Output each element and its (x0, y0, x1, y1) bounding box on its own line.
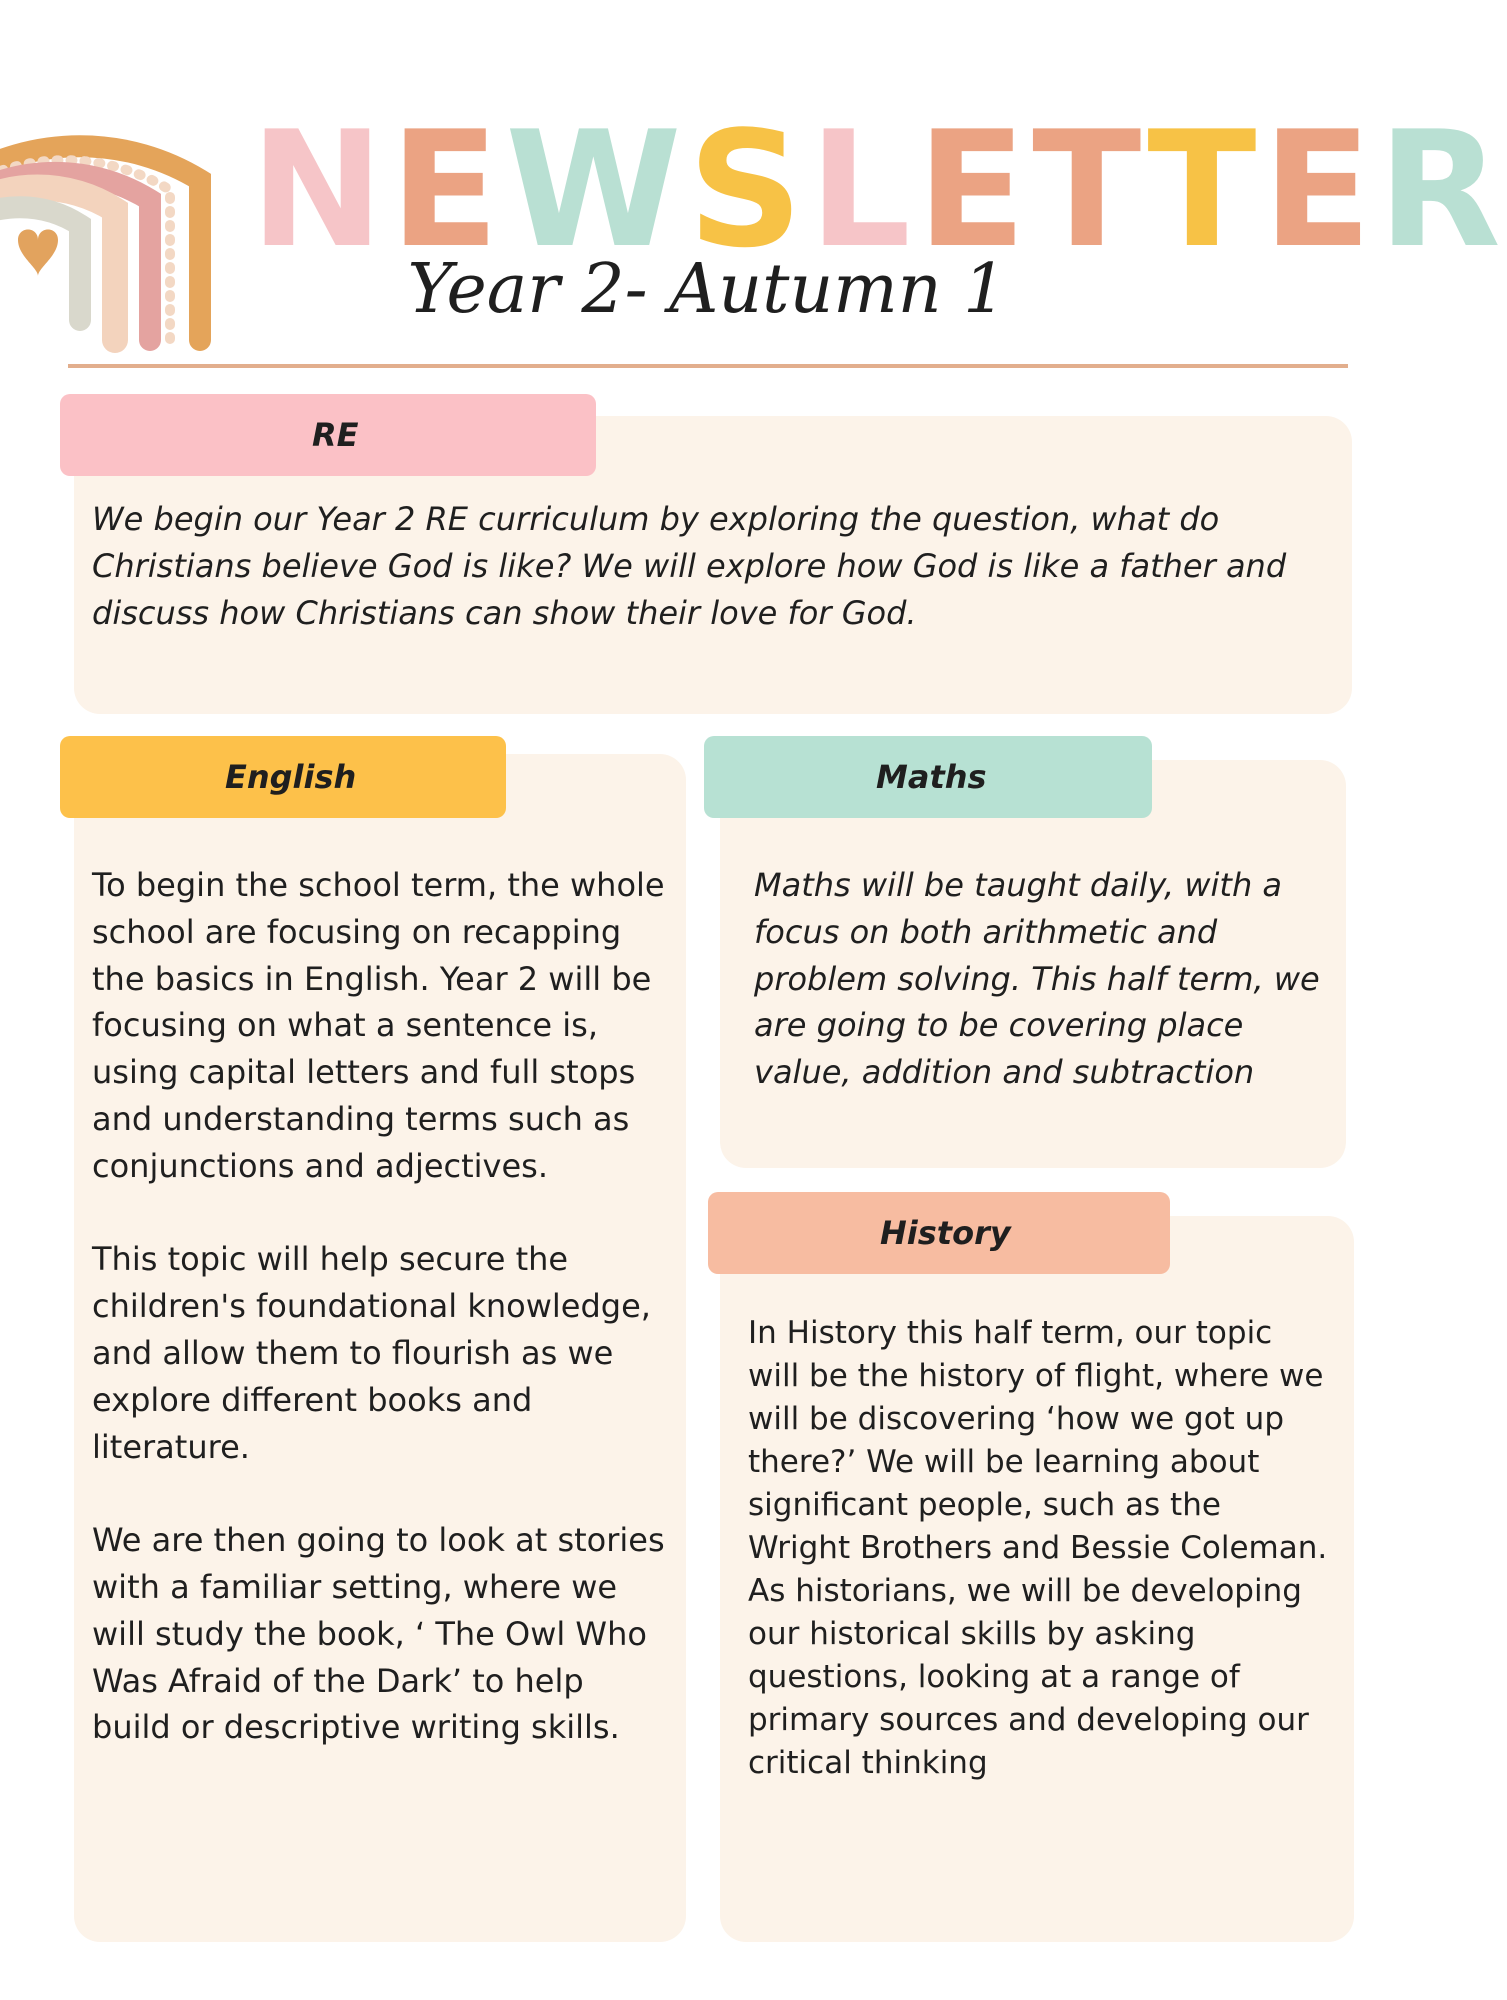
maths-text (754, 862, 1324, 1143)
title-letter: T (1032, 96, 1148, 283)
english-heading: English (60, 736, 506, 818)
title-letter: S (687, 96, 809, 283)
re-paragraph: We begin our Year 2 RE curriculum by exploring the question, what do Christians believe God is like? We will explore how God is like a father and discuss how Christians can show their love for God. (92, 500, 1287, 632)
english-paragraph: This topic will help secure the children's foundational knowledge, and allow them to flourish as we explore different books and literature. (92, 1240, 651, 1466)
re-heading: RE (60, 394, 596, 476)
title-letter: W (505, 96, 688, 283)
english-paragraph: We are then going to look at stories with a familiar setting, where we will study the book, ‘ The Owl Who Was Afraid of the Dark’ to help build or descriptive writing skills. (92, 1521, 665, 1747)
history-text (748, 1312, 1328, 1832)
title-letter: L (808, 96, 917, 283)
english-text (92, 862, 672, 1798)
maths-paragraph: Maths will be taught daily, with a focus on both arithmetic and problem solving. This half term, we are going to be covering place value, addition and subtraction (754, 866, 1320, 1092)
title-letter: E (916, 96, 1033, 283)
english-paragraph: To begin the school term, the whole school are focusing on recapping the basics in English. Year 2 will be focusing on what a sentence is, using capital letters and full stops and understanding terms such as conjunctions and adjectives. (92, 866, 665, 1185)
header-divider (68, 364, 1348, 368)
history-paragraph: In History this half term, our topic will be the history of flight, where we will be discovering ‘how we got up there?’ We will be learning about significant people, such as the Wright Brothers and Bessie Coleman. As historians, we will be developing our historical skills by asking questions, looking at a range of primary sources and developing our critical thinking (748, 1315, 1328, 1781)
title-letter: R (1377, 96, 1507, 283)
title-letter: E (389, 96, 506, 283)
title-letter: N (250, 96, 390, 283)
title-letter: E (1262, 96, 1378, 283)
history-heading: History (708, 1192, 1170, 1274)
newsletter-title (250, 96, 1507, 283)
maths-heading: Maths (704, 736, 1152, 818)
re-text (92, 496, 1352, 683)
title-letter: T (1147, 96, 1263, 283)
newsletter-subtitle: Year 2- Autumn 1 (407, 250, 1007, 329)
